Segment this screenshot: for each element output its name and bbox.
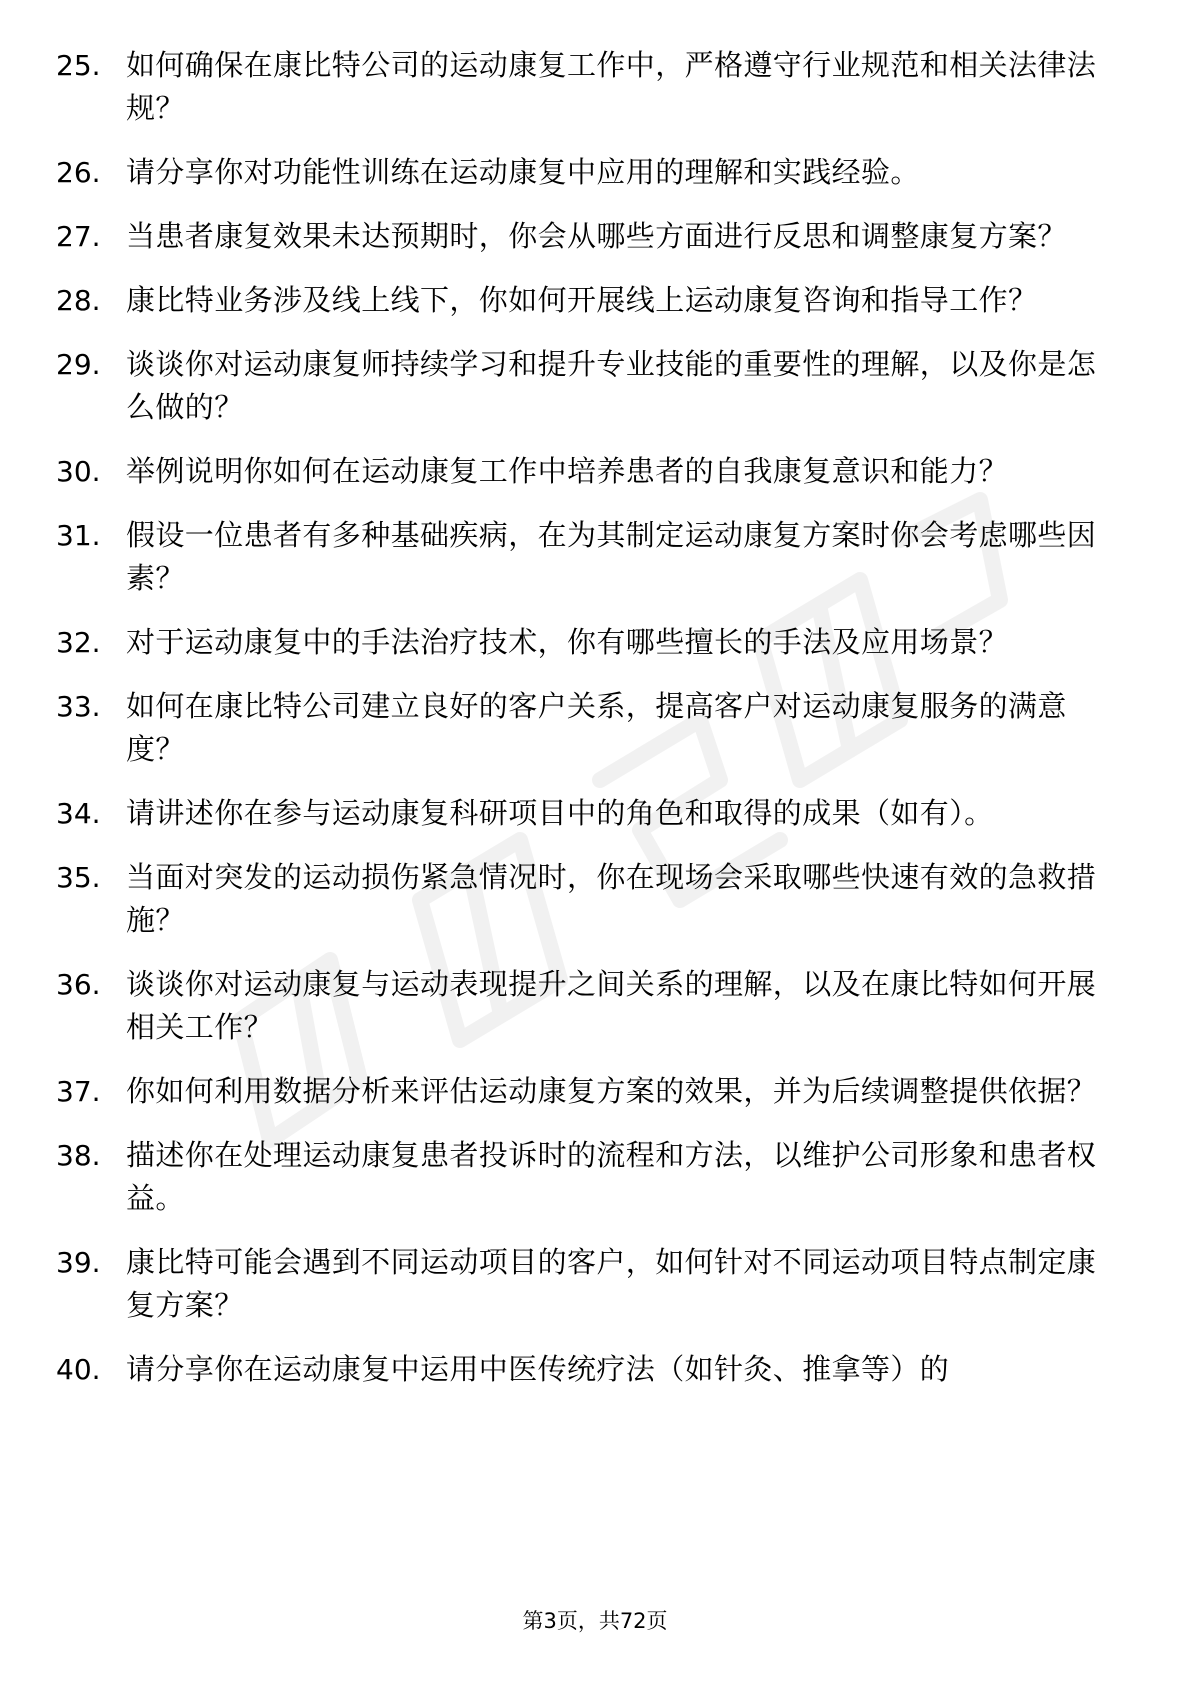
question-text: 当面对突发的运动损伤紧急情况时，你在现场会采取哪些快速有效的急救措施？ xyxy=(126,860,1097,937)
question-item xyxy=(0,279,1111,322)
question-number: 33. xyxy=(56,690,101,723)
question-text: 举例说明你如何在运动康复工作中培养患者的自我康复意识和能力？ xyxy=(126,454,1009,488)
question-text: 当患者康复效果未达预期时，你会从哪些方面进行反思和调整康复方案？ xyxy=(126,219,1067,253)
question-item xyxy=(0,450,1111,493)
question-text: 你如何利用数据分析来评估运动康复方案的效果，并为后续调整提供依据？ xyxy=(126,1074,1097,1108)
question-list xyxy=(0,44,1190,1412)
question-text: 假设一位患者有多种基础疾病，在为其制定运动康复方案时你会考虑哪些因素？ xyxy=(126,518,1097,595)
question-item xyxy=(0,1070,1111,1113)
question-item xyxy=(0,792,1111,835)
question-text: 请分享你在运动康复中运用中医传统疗法（如针灸、推拿等）的 xyxy=(126,1352,950,1386)
question-item xyxy=(0,151,1111,194)
question-text: 请分享你对功能性训练在运动康复中应用的理解和实践经验。 xyxy=(126,155,920,189)
question-number: 26. xyxy=(56,156,101,189)
question-text: 如何确保在康比特公司的运动康复工作中，严格遵守行业规范和相关法律法规？ xyxy=(126,48,1097,125)
question-number: 29. xyxy=(56,348,101,381)
question-item xyxy=(0,343,1111,429)
question-number: 34. xyxy=(56,797,101,830)
question-item xyxy=(0,963,1111,1049)
question-text: 描述你在处理运动康复患者投诉时的流程和方法，以维护公司形象和患者权益。 xyxy=(126,1138,1097,1215)
question-text: 谈谈你对运动康复与运动表现提升之间关系的理解，以及在康比特如何开展相关工作？ xyxy=(126,967,1097,1044)
question-number: 31. xyxy=(56,519,101,552)
question-number: 30. xyxy=(56,455,101,488)
question-number: 37. xyxy=(56,1075,101,1108)
question-text: 如何在康比特公司建立良好的客户关系，提高客户对运动康复服务的满意度？ xyxy=(126,689,1067,766)
question-number: 40. xyxy=(56,1353,101,1386)
question-item xyxy=(0,215,1111,258)
question-number: 28. xyxy=(56,284,101,317)
question-number: 25. xyxy=(56,49,101,82)
question-item xyxy=(0,514,1111,600)
question-text: 康比特业务涉及线上线下，你如何开展线上运动康复咨询和指导工作？ xyxy=(126,283,1038,317)
question-number: 32. xyxy=(56,626,101,659)
question-number: 27. xyxy=(56,220,101,253)
question-text: 对于运动康复中的手法治疗技术，你有哪些擅长的手法及应用场景？ xyxy=(126,625,1009,659)
question-item xyxy=(0,856,1111,942)
question-item xyxy=(0,44,1111,130)
question-number: 38. xyxy=(56,1139,101,1172)
question-item xyxy=(0,621,1111,664)
question-item xyxy=(0,1241,1111,1327)
question-text: 请讲述你在参与运动康复科研项目中的角色和取得的成果（如有）。 xyxy=(126,796,994,830)
question-text: 康比特可能会遇到不同运动项目的客户，如何针对不同运动项目特点制定康复方案？ xyxy=(126,1245,1097,1322)
question-item xyxy=(0,1348,1111,1391)
question-item xyxy=(0,1134,1111,1220)
question-number: 35. xyxy=(56,861,101,894)
question-number: 36. xyxy=(56,968,101,1001)
page-footer: 第3页，共72页 xyxy=(522,1609,668,1633)
question-number: 39. xyxy=(56,1246,101,1279)
question-item xyxy=(0,685,1111,771)
question-text: 谈谈你对运动康复师持续学习和提升专业技能的重要性的理解，以及你是怎么做的？ xyxy=(126,347,1097,424)
